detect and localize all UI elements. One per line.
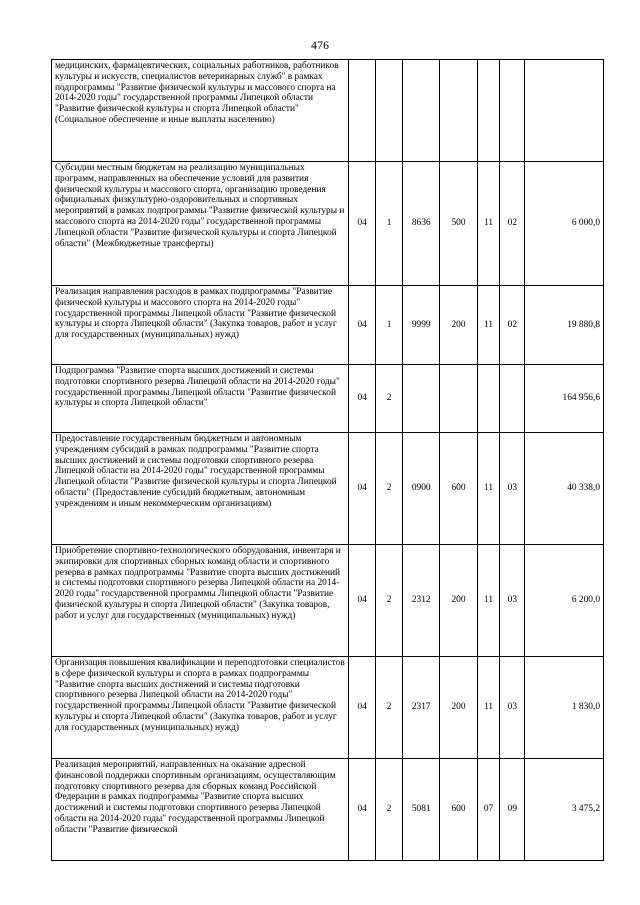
amount: 1 830,0: [525, 657, 604, 759]
program-code: 04: [349, 657, 376, 759]
expense-direction-code: [403, 60, 440, 162]
amount: 6 000,0: [525, 162, 604, 286]
subsection-code: 09: [500, 759, 525, 861]
subsection-code: 03: [500, 545, 525, 657]
subprogram-code: 2: [376, 759, 403, 861]
page-number: 476: [311, 38, 329, 52]
table-row: [52, 545, 604, 657]
expense-type-code: 200: [440, 286, 477, 365]
section-code: 11: [477, 545, 500, 657]
program-code: 04: [349, 365, 376, 433]
expense-direction-code: 2312: [403, 545, 440, 657]
row-description: Приобретение спортивно-технологического оборудования, инвентаря и экипировки для спортивных сборных команд области и спортивного резерва в рамках подпрограммы "Развитие спорта высших достижений и системы подготовки спортивного резерва Липецкой области на 2014-2020 годы" государственной программы Липецкой области "Развитие физической культуры и спорта Липецкой области" (Закупка товаров, работ и услуг для государственных (муниципальных) нужд): [52, 545, 349, 657]
table-row: [52, 657, 604, 759]
program-code: 04: [349, 759, 376, 861]
subsection-code: 02: [500, 286, 525, 365]
row-description: Реализация направления расходов в рамках подпрограммы "Развитие физической культуры и массового спорта на 2014-2020 годы" государственной программы Липецкой области "Развитие физической культуры и спорта Липецкой области" (Закупка товаров, работ и услуг для государственных (муниципальных) нужд): [52, 286, 349, 365]
expense-direction-code: 0900: [403, 433, 440, 545]
expense-type-code: 200: [440, 657, 477, 759]
program-code: 04: [349, 433, 376, 545]
amount: 6 200,0: [525, 545, 604, 657]
expense-type-code: [440, 60, 477, 162]
amount: 3 475,2: [525, 759, 604, 861]
row-description: Подпрограмма "Развитие спорта высших достижений и системы подготовки спортивного резерва Липецкой области на 2014-2020 годы" государственной программы Липецкой области "Развитие физической культуры и спорта Липецкой области": [52, 365, 349, 433]
table-row: [52, 759, 604, 861]
amount: 164 956,6: [525, 365, 604, 433]
section-code: 11: [477, 657, 500, 759]
expense-type-code: 600: [440, 759, 477, 861]
row-description: Организация повышения квалификации и переподготовки специалистов в сфере физической культуры и спорта в рамках подпрограммы "Развитие спорта высших достижений и системы подготовки спортивного резерва Липецкой области на 2014-2020 годы" государственной программы Липецкой области "Развитие физической культуры и спорта Липецкой области" (Закупка товаров, работ и услуг для государственных (муниципальных) нужд): [52, 657, 349, 759]
section-code: [477, 365, 500, 433]
expense-type-code: [440, 365, 477, 433]
subprogram-code: 2: [376, 657, 403, 759]
expense-direction-code: 9999: [403, 286, 440, 365]
table-row: [52, 60, 604, 162]
row-description: медицинских, фармацевтических, социальных работников, работников культуры и искусств, специалистов ветеринарных служб" в рамках подпрограммы "Развитие физической культуры и массового спорта на 2014-2020 годы" государственной программы Липецкой области "Развитие физической культуры и спорта Липецкой области" (Социальное обеспечение и иные выплаты населению): [52, 60, 349, 162]
subprogram-code: 2: [376, 365, 403, 433]
expense-direction-code: 5081: [403, 759, 440, 861]
row-description: Предоставление государственным бюджетным и автономным учреждениям субсидий в рамках подпрограммы "Развитие спорта высших достижений и системы подготовки спортивного резерва Липецкой области на 2014-2020 годы" государственной программы Липецкой области "Развитие физической культуры и спорта Липецкой области" (Предоставление субсидий бюджетным, автономным учреждениям и иным некоммерческим организациям): [52, 433, 349, 545]
expense-type-code: 600: [440, 433, 477, 545]
amount: 40 338,0: [525, 433, 604, 545]
subsection-code: 02: [500, 162, 525, 286]
expense-direction-code: [403, 365, 440, 433]
expense-direction-code: 8636: [403, 162, 440, 286]
section-code: 11: [477, 286, 500, 365]
subsection-code: 03: [500, 433, 525, 545]
amount: 19 880,8: [525, 286, 604, 365]
row-description: Реализация мероприятий, направленных на оказание адресной финансовой поддержки спортивным организациям, осуществляющим подготовку спортивного резерва для сборных команд Российской Федерации в рамках подпрограммы "Развитие спорта высших достижений и системы подготовки спортивного резерва Липецкой области на 2014-2020 годы" государственной программы Липецкой области "Развитие физической: [52, 759, 349, 861]
row-description: Субсидии местным бюджетам на реализацию муниципальных программ, направленных на обеспечение условий для развития физической культуры и массового спорта, организацию проведения официальных физкультурно-оздоровительных и спортивных мероприятий в рамках подпрограммы "Развитие физической культуры и массового спорта на 2014-2020 годы" государственной программы Липецкой области "Развитие физической культуры и спорта Липецкой области" (Межбюджетные трансферты): [52, 162, 349, 286]
expense-type-code: 500: [440, 162, 477, 286]
table-row: [52, 365, 604, 433]
section-code: 11: [477, 162, 500, 286]
program-code: 04: [349, 545, 376, 657]
expense-type-code: 200: [440, 545, 477, 657]
budget-table: [51, 59, 604, 861]
table-row: [52, 286, 604, 365]
subprogram-code: 2: [376, 433, 403, 545]
subprogram-code: 1: [376, 162, 403, 286]
subsection-code: [500, 365, 525, 433]
program-code: 04: [349, 162, 376, 286]
section-code: 11: [477, 433, 500, 545]
expense-direction-code: 2317: [403, 657, 440, 759]
table-row: [52, 162, 604, 286]
subsection-code: 03: [500, 657, 525, 759]
section-code: 07: [477, 759, 500, 861]
program-code: 04: [349, 286, 376, 365]
amount: [525, 60, 604, 162]
subprogram-code: 1: [376, 286, 403, 365]
subprogram-code: [376, 60, 403, 162]
section-code: [477, 60, 500, 162]
subprogram-code: 2: [376, 545, 403, 657]
table-row: [52, 433, 604, 545]
subsection-code: [500, 60, 525, 162]
program-code: [349, 60, 376, 162]
